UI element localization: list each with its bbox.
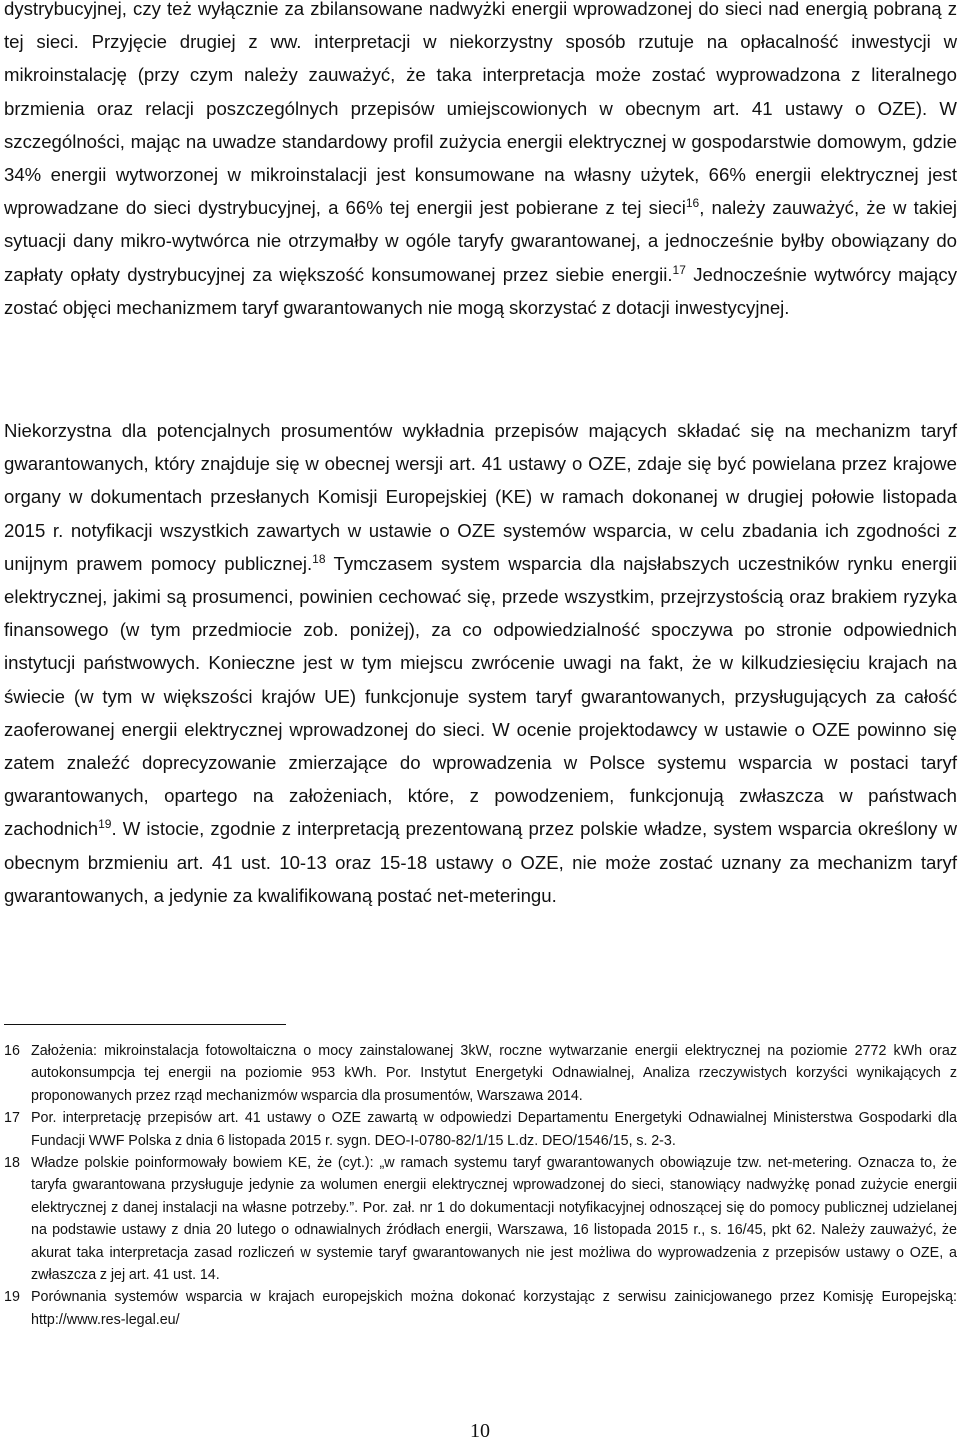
paragraph-text: Jednocześnie wytwórcy mający zostać objęci mechanizmem taryf gwarantowanych nie mogą skorzystać z dotacji inwestycyjnej. (4, 263, 957, 318)
paragraph-text: Niekorzystna dla potencjalnych prosumentów wykładnia przepisów mających składać się na mechanizm taryf gwarantowanych, który znajduje się w obecnej wersji art. 41 ustawy o OZE, zdaje się być powielana przez krajowe organy w dokumentach przesłanych Komisji Europejskiej (KE) w ramach dokonanej w drugiej połowie listopada 2015 r. notyfikacji wszystkich zawartych w ustawie o OZE systemów wsparcia, w celu zbadania ich zgodności z unijnym prawem pomocy publicznej. (4, 420, 957, 574)
footnote-17 (4, 1107, 957, 1152)
footnote-text: Władze polskie poinformowały bowiem KE, że (cyt.): „w ramach systemu taryf gwarantowanych obowiązuje tzw. net-metering. Oznacza to, że taryfa gwarantowana przysługuje jedynie za wolumen energii elektrycznej wprowadzonej do sieci, stanowiący nadwyżkę ponad zużycie energii elektrycznej z danej instalacji na własne potrzeby.”. Por. zał. nr 1 do dokumentacji notyfikacyjnej odnoszącej się do pomocy publicznej udzielanej na podstawie ustawy z dnia 20 lutego o odnawialnych źródłach energii, Warszawa, 16 listopada 2015 r., s. 16/45, pkt 62. Należy zauważyć, że akurat taka interpretacja zasad rozliczeń w systemie taryf gwarantowanych nie jest możliwa do wyprowadzenia z przepisów ustawy o OZE, a zwłaszcza z jej art. 41 ust. 14. (31, 1155, 957, 1284)
paragraph-text: , należy zauważyć, że w takiej sytuacji dany mikro-wytwórca nie otrzymałby w ogóle taryfy gwarantowanej, a jednocześnie byłby obowiązany do zapłaty opłaty dystrybucyjnej za większość konsumowanej przez siebie energii. (4, 197, 957, 285)
footnote-16 (4, 1040, 957, 1107)
body-paragraph-1 (4, 0, 957, 324)
paragraph-text: . W istocie, zgodnie z interpretacją prezentowaną przez polskie władze, system wsparcia określony w obecnym brzmieniu art. 41 ust. 10-13 oraz 15-18 ustawy o OZE, nie może zostać uznany za mechanizm taryf gwarantowanych, a jedynie za kwalifikowaną postać net-meteringu. (4, 818, 957, 906)
body-paragraph-2 (4, 414, 957, 912)
footnote-text: Por. interpretację przepisów art. 41 ustawy o OZE zawartą w odpowiedzi Departamentu Energetyki Odnawialnej Ministerstwa Gospodarki dla Fundacji WWF Polska z dnia 6 listopada 2015 r. sygn. DEO-I-0780-82/1/15 L.dz. DEO/1546/15, s. 2-3. (31, 1110, 957, 1149)
footnote-number: 18 (4, 1155, 20, 1172)
footnote-reference-16[interactable]: 16 (685, 196, 700, 211)
footnote-number: 19 (4, 1289, 20, 1306)
footnote-text: Założenia: mikroinstalacja fotowoltaiczna o mocy zainstalowanej 3kW, roczne wytwarzanie energii elektrycznej na poziomie 2772 kWh oraz autokonsumpcja tej energii na poziomie 953 kWh. Por. Instytut Energetyki Odnawialnej, Analiza rzeczywistych korzyści wynikających z proponowanych przez rząd mechanizmów wsparcia dla prosumentów, Warszawa 2014. (31, 1043, 957, 1104)
paragraph-text: dystrybucyjnej, czy też wyłącznie za zbilansowane nadwyżki energii wprowadzonej do sieci nad energią pobraną z tej sieci. Przyjęcie drugiej z ww. interpretacji w niekorzystny sposób rzutuje na opłacalność inwestycji w mikroinstalację (przy czym należy zauważyć, że taka interpretacja może zostać wyprowadzona z literalnego brzmienia oraz relacji poszczególnych przepisów umiejscowionych w obecnym art. 41 ustawy o OZE). W szczególności, mając na uwadze standardowy profil zużycia energii elektrycznej w gospodarstwie domowym, gdzie 34% energii wytworzonej w mikroinstalacji jest konsumowane na własny użytek, 66% energii elektrycznej jest wprowadzane do sieci dystrybucyjnej, a 66% tej energii jest pobierane z tej sieci (4, 0, 957, 219)
footnote-19 (4, 1286, 957, 1331)
page-number: 10 (470, 1420, 490, 1442)
footnote-text: Porównania systemów wsparcia w krajach europejskich można dokonać korzystając z serwisu zainicjowanego przez Komisję Europejską: http://www.res-legal.eu/ (31, 1289, 957, 1328)
footnote-reference-19[interactable]: 19 (98, 817, 112, 832)
footnote-number: 17 (4, 1110, 20, 1127)
footnote-reference-18[interactable]: 18 (312, 551, 326, 566)
footnote-18 (4, 1152, 957, 1286)
footnote-separator (4, 1024, 286, 1025)
footnote-number: 16 (4, 1043, 20, 1059)
footnotes-section (4, 1040, 957, 1331)
paragraph-text: Tymczasem system wsparcia dla najsłabszych uczestników rynku energii elektrycznej, jakimi są prosumenci, powinien cechować się, przede wszystkim, przejrzystością oraz brakiem ryzyka finansowego (w tym przedmiocie zob. poniżej), za co odpowiedzialność spoczywa po stronie odpowiednich instytucji państwowych. Konieczne jest w tym miejscu zwrócenie uwagi na fakt, że w kilkudziesięciu krajach na świecie (w tym w większości krajów UE) funkcjonuje system taryf gwarantowanych, przysługujących za całość zaoferowanej energii elektrycznej wprowadzonej do sieci. W ocenie projektodawcy w ustawie o OZE powinno się zatem znaleźć doprecyzowanie zmierzające do wprowadzenia w Polsce systemu wsparcia w postaci taryf gwarantowanych, opartego na założeniach, które, z powodzeniem, funkcjonują zwłaszcza w państwach zachodnich (4, 552, 958, 840)
footnote-reference-17[interactable]: 17 (672, 262, 686, 277)
